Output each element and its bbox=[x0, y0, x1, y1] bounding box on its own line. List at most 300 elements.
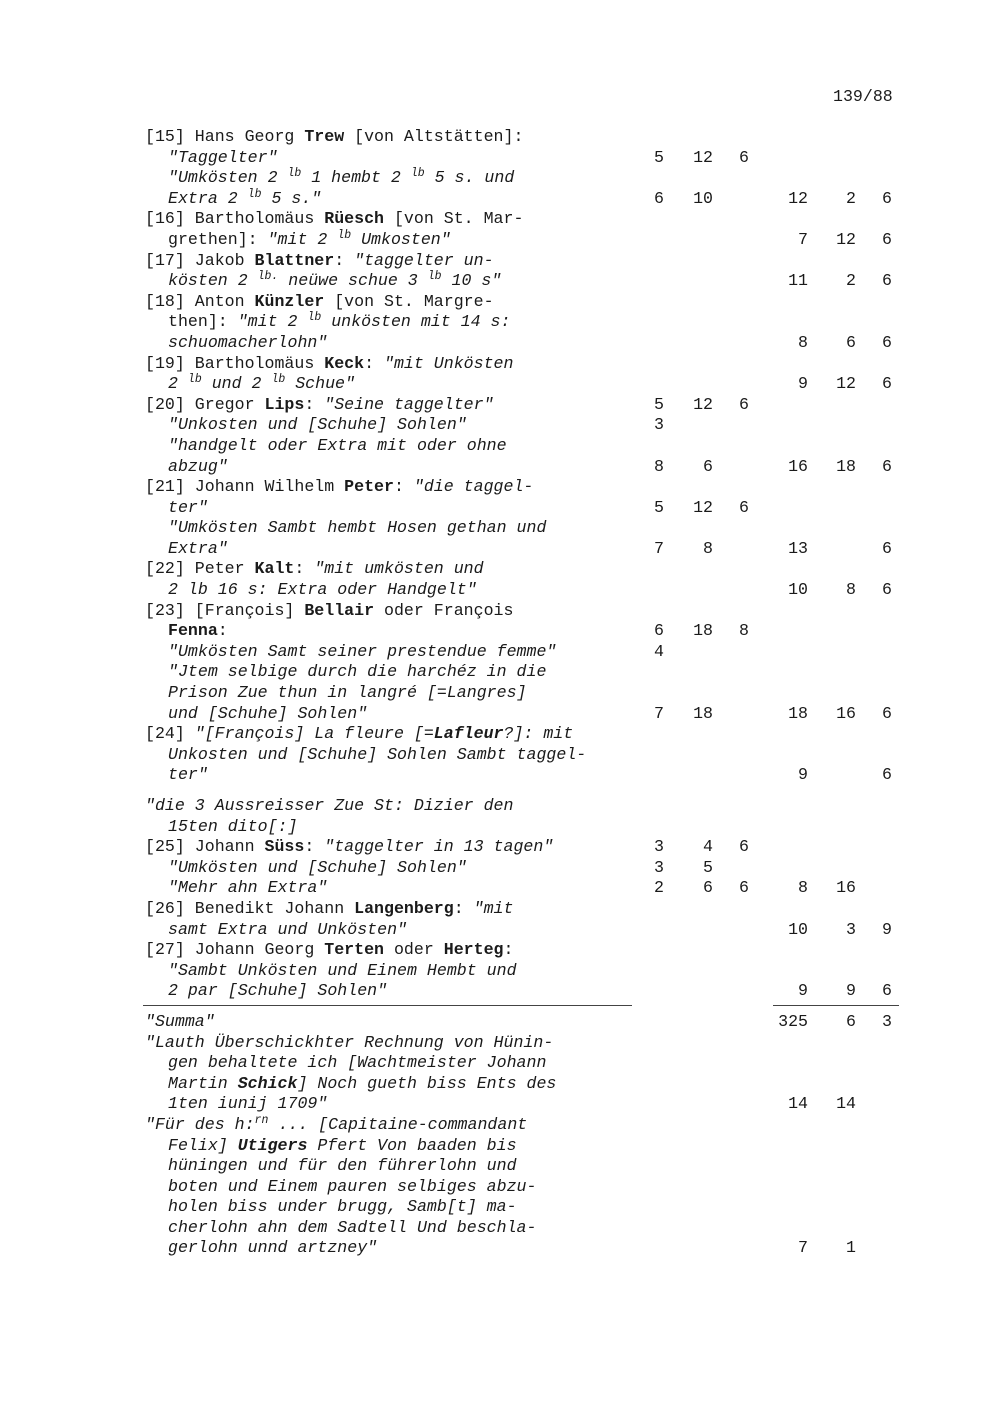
entry-text bbox=[168, 1238, 377, 1257]
amount-c2: 4 bbox=[703, 837, 713, 857]
text-segment: : bbox=[217, 621, 228, 641]
ledger-row bbox=[0, 1236, 1000, 1257]
text-segment: "mit Unkösten bbox=[384, 353, 514, 373]
superscript: lb bbox=[287, 167, 302, 181]
amount-c6: 6 bbox=[882, 703, 892, 723]
text-segment: "Sambt Unkösten und Einem Hembt und bbox=[168, 960, 517, 980]
amount-c2: 8 bbox=[703, 538, 713, 558]
name-bold: Rüesch bbox=[324, 209, 384, 229]
text-segment: [18] Anton bbox=[145, 291, 255, 311]
amount-c2: 5 bbox=[703, 857, 713, 877]
name-bold: Lips bbox=[264, 394, 305, 414]
amount-c6: 9 bbox=[882, 919, 892, 939]
entry-text bbox=[168, 148, 278, 167]
text-segment: oder François bbox=[374, 600, 514, 620]
amount-c4: 10 bbox=[788, 580, 808, 600]
entry-text bbox=[145, 354, 513, 373]
text-segment: [24] bbox=[145, 724, 195, 744]
text-segment: ter" bbox=[168, 765, 208, 785]
amount-c6: 6 bbox=[882, 765, 892, 785]
amount-c4: 10 bbox=[788, 919, 808, 939]
amount-c3: 6 bbox=[739, 147, 749, 167]
entry-text bbox=[145, 940, 513, 959]
text-segment: Extra" bbox=[168, 538, 228, 558]
amount-c2: 12 bbox=[693, 147, 713, 167]
amount-c4: 9 bbox=[798, 374, 808, 394]
text-segment: 2 bbox=[168, 374, 188, 394]
text-segment: [16] Bartholomäus bbox=[145, 209, 325, 229]
text-segment: [19] Bartholomäus bbox=[145, 353, 325, 373]
ledger-row bbox=[0, 959, 1000, 980]
amount-c6: 6 bbox=[882, 981, 892, 1001]
text-segment: "mit 2 bbox=[267, 229, 338, 249]
ledger-row bbox=[0, 228, 1000, 249]
ledger-row bbox=[0, 1154, 1000, 1175]
text-segment: hüningen und für den führerlohn und bbox=[168, 1156, 517, 1176]
amount-c5: 8 bbox=[846, 580, 856, 600]
text-segment: "Unkosten und [Schuhe] Sohlen" bbox=[168, 415, 467, 435]
superscript: lb bbox=[187, 373, 202, 387]
entry-text bbox=[145, 724, 573, 743]
entry-text bbox=[168, 415, 467, 434]
entry-text bbox=[168, 920, 407, 939]
amount-c5: 12 bbox=[836, 229, 856, 249]
ledger-row bbox=[0, 1134, 1000, 1155]
text-segment: "Seine taggelter" bbox=[324, 394, 494, 414]
ledger-row bbox=[0, 413, 1000, 434]
name-bold: Trew bbox=[304, 127, 345, 146]
text-segment: und 2 bbox=[201, 374, 272, 394]
superscript: rn bbox=[254, 1113, 269, 1127]
ledger-row bbox=[0, 897, 1000, 918]
entry-text bbox=[145, 395, 494, 414]
text-segment: "[François] La fleure [= bbox=[194, 724, 434, 744]
amount-c6: 6 bbox=[882, 456, 892, 476]
amount-c1: 7 bbox=[654, 703, 664, 723]
amount-c5: 2 bbox=[846, 271, 856, 291]
ledger-row bbox=[0, 835, 1000, 856]
ledger-row bbox=[0, 876, 1000, 897]
amount-c4: 12 bbox=[788, 188, 808, 208]
entry-text bbox=[168, 1177, 536, 1196]
text-segment: : bbox=[334, 250, 355, 270]
text-segment: "Jtem selbige durch die harchéz in die bbox=[168, 662, 547, 682]
text-segment: 1ten iunij 1709" bbox=[168, 1094, 328, 1114]
text-segment: Umkosten" bbox=[351, 229, 451, 249]
superscript: lb bbox=[337, 228, 352, 242]
text-segment: : bbox=[304, 394, 325, 414]
ledger-row bbox=[0, 979, 1000, 1000]
name-bold: Blattner bbox=[254, 250, 335, 270]
text-segment: ... [Capitaine-commandant bbox=[268, 1114, 528, 1134]
ledger-row bbox=[0, 743, 1000, 764]
ledger-row bbox=[0, 310, 1000, 331]
text-segment: 15ten dito[:] bbox=[168, 816, 298, 836]
text-segment: "mit 2 bbox=[237, 312, 308, 332]
ledger-row bbox=[0, 372, 1000, 393]
amount-c1: 6 bbox=[654, 621, 664, 641]
entry-text bbox=[168, 683, 526, 702]
ledger-row bbox=[0, 578, 1000, 599]
amount-c5: 12 bbox=[836, 374, 856, 394]
amount-c1: 8 bbox=[654, 456, 664, 476]
text-segment: "Für des h: bbox=[145, 1114, 255, 1134]
entry-text bbox=[168, 858, 467, 877]
amount-c3: 6 bbox=[739, 497, 749, 517]
name-bold: Fenna bbox=[168, 621, 218, 641]
name-bold: Schick bbox=[237, 1073, 298, 1093]
ledger-row bbox=[0, 599, 1000, 620]
amount-c3: 6 bbox=[739, 394, 749, 414]
amount-c5: 9 bbox=[846, 981, 856, 1001]
entry-text bbox=[168, 1074, 556, 1093]
ledger-row bbox=[0, 619, 1000, 640]
amount-c2: 18 bbox=[693, 621, 713, 641]
ledger-row bbox=[0, 146, 1000, 167]
ledger-row bbox=[0, 1195, 1000, 1216]
text-segment: [23] [François] bbox=[145, 600, 305, 620]
ledger-row bbox=[0, 557, 1000, 578]
amount-c4: 8 bbox=[798, 332, 808, 352]
text-segment: neüwe schue 3 bbox=[278, 271, 428, 291]
text-segment: "Lauth Überschickhter Rechnung von Hünin- bbox=[145, 1032, 554, 1052]
entry-text bbox=[168, 817, 297, 836]
text-segment: Unkosten und [Schuhe] Sohlen Sambt taggel- bbox=[168, 744, 587, 764]
amount-c5: 6 bbox=[846, 332, 856, 352]
entry-text bbox=[168, 1218, 536, 1237]
entry-text bbox=[168, 189, 321, 208]
amount-c5: 1 bbox=[846, 1238, 856, 1258]
entry-text bbox=[145, 209, 523, 228]
ledger-row bbox=[0, 702, 1000, 723]
amount-c4: 14 bbox=[788, 1094, 808, 1114]
amount-c5: 18 bbox=[836, 456, 856, 476]
text-segment: : bbox=[393, 477, 414, 497]
ledger-row bbox=[0, 516, 1000, 537]
text-segment: "die taggel- bbox=[413, 477, 534, 497]
text-segment: then]: bbox=[168, 312, 238, 332]
ledger-row bbox=[0, 1113, 1000, 1134]
left-rule bbox=[143, 1005, 632, 1006]
amount-c1: 5 bbox=[654, 394, 664, 414]
text-segment: Schue" bbox=[285, 374, 355, 394]
text-segment: "Taggelter" bbox=[168, 147, 278, 167]
text-segment: [22] Peter bbox=[145, 559, 255, 579]
amount-c1: 3 bbox=[654, 857, 664, 877]
name-bold: Lafleur bbox=[433, 724, 504, 744]
text-segment: cherlohn ahn dem Sadtell Und beschla- bbox=[168, 1217, 537, 1237]
ledger-row bbox=[0, 207, 1000, 228]
name-bold: Peter bbox=[344, 477, 394, 497]
ledger-row bbox=[0, 434, 1000, 455]
text-segment: 5 s. und bbox=[424, 168, 515, 188]
amount-c6: 6 bbox=[882, 580, 892, 600]
entry-text bbox=[168, 642, 556, 661]
spacer bbox=[0, 784, 1000, 794]
page-number: 139/88 bbox=[833, 87, 893, 106]
entry-text bbox=[145, 1033, 553, 1052]
ledger-row bbox=[0, 1031, 1000, 1052]
name-bold: Terten bbox=[324, 940, 384, 960]
text-segment: "mit umkösten und bbox=[314, 559, 484, 579]
ledger-row bbox=[0, 290, 1000, 311]
amount-c6: 6 bbox=[882, 538, 892, 558]
entry-text bbox=[168, 457, 228, 476]
text-segment: [von St. Mar- bbox=[384, 209, 524, 229]
text-segment: "Umkösten Samt seiner prestendue femme" bbox=[168, 641, 557, 661]
entry-text bbox=[168, 580, 477, 599]
amount-c2: 10 bbox=[693, 188, 713, 208]
text-segment: "Umkösten 2 bbox=[168, 168, 288, 188]
text-segment: "handgelt oder Extra mit oder ohne bbox=[168, 435, 507, 455]
total-rule bbox=[773, 1005, 899, 1006]
entry-text bbox=[145, 477, 533, 496]
ledger-row bbox=[0, 537, 1000, 558]
text-segment: [26] Benedikt Johann bbox=[145, 898, 355, 918]
text-segment: [25] Johann bbox=[145, 837, 265, 857]
text-segment: ] Noch gueth biss Ents des bbox=[297, 1073, 557, 1093]
entry-text bbox=[145, 837, 553, 856]
ledger-row bbox=[0, 1216, 1000, 1237]
text-segment: unkösten mit 14 s: bbox=[321, 312, 511, 332]
text-segment: boten und Einem pauren selbiges abzu- bbox=[168, 1176, 537, 1196]
ledger-row bbox=[0, 918, 1000, 939]
entry-text bbox=[145, 1115, 527, 1134]
ledger-row bbox=[0, 1092, 1000, 1113]
text-segment: : bbox=[364, 353, 385, 373]
ledger-row bbox=[0, 166, 1000, 187]
amount-c3: 6 bbox=[739, 837, 749, 857]
amount-c3: 6 bbox=[739, 878, 749, 898]
superscript: lb. bbox=[257, 270, 279, 284]
entry-text bbox=[168, 374, 355, 393]
entry-text bbox=[168, 230, 451, 249]
superscript: lb bbox=[427, 270, 442, 284]
amount-c4: 18 bbox=[788, 703, 808, 723]
amount-c1: 5 bbox=[654, 147, 664, 167]
superscript: lb bbox=[307, 311, 322, 325]
name-bold: Künzler bbox=[254, 291, 325, 311]
entry-text bbox=[168, 878, 327, 897]
amount-c5: 14 bbox=[836, 1094, 856, 1114]
amount-c1: 3 bbox=[654, 415, 664, 435]
text-segment: samt Extra und Unkösten" bbox=[168, 919, 407, 939]
ledger-row bbox=[0, 352, 1000, 373]
text-segment: Pfert Von baaden bis bbox=[307, 1135, 517, 1155]
entry-text bbox=[168, 1156, 517, 1175]
amount-c4: 7 bbox=[798, 1238, 808, 1258]
text-segment: Prison Zue thun in langré [=Langres] bbox=[168, 683, 527, 703]
text-segment: grethen]: bbox=[168, 229, 268, 249]
text-segment: "mit bbox=[473, 898, 514, 918]
text-segment: Extra 2 bbox=[168, 188, 248, 208]
ledger-row bbox=[0, 640, 1000, 661]
text-segment: [20] Gregor bbox=[145, 394, 265, 414]
entry-text bbox=[145, 899, 513, 918]
text-segment: "die 3 Aussreisser Zue St: Dizier den bbox=[145, 796, 514, 815]
entry-text bbox=[145, 601, 513, 620]
ledger-row bbox=[0, 249, 1000, 270]
text-segment: holen biss under brugg, Samb[t] ma- bbox=[168, 1197, 517, 1217]
ledger-row bbox=[0, 1010, 1000, 1031]
entry-text bbox=[168, 312, 510, 331]
ledger-row bbox=[0, 681, 1000, 702]
amount-c5: 2 bbox=[846, 188, 856, 208]
entry-text bbox=[145, 796, 513, 815]
text-segment: 2 lb 16 s: Extra oder Handgelt" bbox=[168, 580, 477, 600]
text-segment: gen behaltete ich [Wachtmeister Johann bbox=[168, 1053, 547, 1073]
text-segment: [von St. Margre- bbox=[324, 291, 494, 311]
ledger-row bbox=[0, 475, 1000, 496]
text-segment: [17] Jakob bbox=[145, 250, 255, 270]
ledger-row bbox=[0, 455, 1000, 476]
ledger-row bbox=[0, 187, 1000, 208]
ledger-row bbox=[0, 660, 1000, 681]
name-bold: Bellair bbox=[304, 600, 375, 620]
amount-c1: 6 bbox=[654, 188, 664, 208]
text-segment: Martin bbox=[168, 1073, 238, 1093]
ledger-row bbox=[0, 393, 1000, 414]
entry-text bbox=[145, 1012, 215, 1031]
entry-text bbox=[145, 127, 523, 146]
text-segment: "Umkösten Sambt hembt Hosen gethan und bbox=[168, 518, 547, 538]
ledger-row bbox=[0, 331, 1000, 352]
amount-c5: 6 bbox=[846, 1011, 856, 1031]
text-segment: : bbox=[503, 940, 514, 960]
text-segment: "taggelter un- bbox=[354, 250, 494, 270]
amount-c4: 7 bbox=[798, 229, 808, 249]
name-bold: Utigers bbox=[237, 1135, 308, 1155]
entry-text bbox=[168, 333, 327, 352]
text-segment: 1 hembt 2 bbox=[301, 168, 411, 188]
amount-c4: 13 bbox=[788, 538, 808, 558]
entry-text bbox=[145, 292, 494, 311]
name-bold: Keck bbox=[324, 353, 365, 373]
amount-c2: 6 bbox=[703, 878, 713, 898]
entry-text bbox=[168, 1197, 517, 1216]
amount-c2: 6 bbox=[703, 456, 713, 476]
text-segment: [21] Johann Wilhelm bbox=[145, 477, 345, 497]
text-segment: 5 s." bbox=[261, 188, 322, 208]
ledger-entries bbox=[0, 125, 1000, 1257]
superscript: lb bbox=[247, 187, 262, 201]
entry-text bbox=[168, 981, 387, 1000]
name-bold: Herteg bbox=[443, 940, 504, 960]
text-segment: : bbox=[304, 837, 325, 857]
entry-text bbox=[168, 1136, 517, 1155]
text-segment: 10 s" bbox=[441, 271, 502, 291]
text-segment: und [Schuhe] Sohlen" bbox=[168, 703, 368, 723]
ledger-row bbox=[0, 496, 1000, 517]
amount-c5: 16 bbox=[836, 703, 856, 723]
name-bold: Kalt bbox=[254, 559, 295, 579]
text-segment: : bbox=[294, 559, 315, 579]
ledger-row bbox=[0, 794, 1000, 815]
amount-c2: 12 bbox=[693, 394, 713, 414]
text-segment: ?]: mit bbox=[503, 724, 574, 744]
text-segment: oder bbox=[384, 940, 444, 960]
amount-c4: 325 bbox=[778, 1011, 808, 1031]
amount-c1: 5 bbox=[654, 497, 664, 517]
amount-c6: 6 bbox=[882, 229, 892, 249]
text-segment: abzug" bbox=[168, 456, 228, 476]
amount-c1: 7 bbox=[654, 538, 664, 558]
ledger-row bbox=[0, 125, 1000, 146]
amount-c4: 9 bbox=[798, 981, 808, 1001]
entry-text bbox=[168, 271, 501, 290]
amount-c1: 4 bbox=[654, 641, 664, 661]
ledger-row bbox=[0, 1072, 1000, 1093]
ledger-row bbox=[0, 1175, 1000, 1196]
amount-c2: 12 bbox=[693, 497, 713, 517]
amount-c4: 8 bbox=[798, 878, 808, 898]
superscript: lb bbox=[410, 167, 425, 181]
superscript: lb bbox=[271, 373, 286, 387]
amount-c1: 3 bbox=[654, 837, 664, 857]
text-segment: "Mehr ahn Extra" bbox=[168, 878, 328, 898]
amount-c3: 8 bbox=[739, 621, 749, 641]
text-segment: "Summa" bbox=[145, 1011, 215, 1031]
amount-c5: 16 bbox=[836, 878, 856, 898]
entry-text bbox=[168, 745, 586, 764]
text-segment: schuomacherlohn" bbox=[168, 332, 328, 352]
text-segment: 2 par [Schuhe] Sohlen" bbox=[168, 981, 388, 1001]
amount-c6: 6 bbox=[882, 188, 892, 208]
amount-c6: 3 bbox=[882, 1011, 892, 1031]
amount-c4: 9 bbox=[798, 765, 808, 785]
entry-text bbox=[145, 251, 494, 270]
entry-text bbox=[168, 168, 514, 187]
text-segment: gerlohn unnd artzney" bbox=[168, 1238, 378, 1258]
text-segment: [von Altstätten]: bbox=[344, 127, 524, 146]
text-segment: "Umkösten und [Schuhe] Sohlen" bbox=[168, 857, 467, 877]
amount-c6: 6 bbox=[882, 374, 892, 394]
amount-c4: 16 bbox=[788, 456, 808, 476]
text-segment: : bbox=[453, 898, 474, 918]
entry-text bbox=[168, 765, 208, 784]
text-segment: [15] Hans Georg bbox=[145, 127, 305, 146]
entry-text bbox=[168, 539, 228, 558]
amount-c1: 2 bbox=[654, 878, 664, 898]
text-segment: ter" bbox=[168, 497, 208, 517]
entry-text bbox=[168, 436, 507, 455]
name-bold: Langenberg bbox=[354, 898, 454, 918]
entry-text bbox=[168, 498, 208, 517]
ledger-row bbox=[0, 815, 1000, 836]
amount-c5: 3 bbox=[846, 919, 856, 939]
entry-text bbox=[168, 518, 546, 537]
entry-text bbox=[168, 662, 546, 681]
text-segment: "taggelter in 13 tagen" bbox=[324, 837, 554, 857]
amount-c2: 18 bbox=[693, 703, 713, 723]
text-segment: Felix] bbox=[168, 1135, 238, 1155]
entry-text bbox=[168, 1094, 327, 1113]
entry-text bbox=[168, 621, 228, 640]
entry-text bbox=[168, 704, 367, 723]
amount-c6: 6 bbox=[882, 271, 892, 291]
amount-c4: 11 bbox=[788, 271, 808, 291]
amount-c6: 6 bbox=[882, 332, 892, 352]
text-segment: kösten 2 bbox=[168, 271, 258, 291]
ledger-row bbox=[0, 856, 1000, 877]
entry-text bbox=[168, 1053, 546, 1072]
entry-text bbox=[145, 559, 484, 578]
ledger-row bbox=[0, 1051, 1000, 1072]
name-bold: Süss bbox=[264, 837, 305, 857]
entry-text bbox=[168, 961, 517, 980]
ledger-row bbox=[0, 763, 1000, 784]
ledger-row bbox=[0, 938, 1000, 959]
